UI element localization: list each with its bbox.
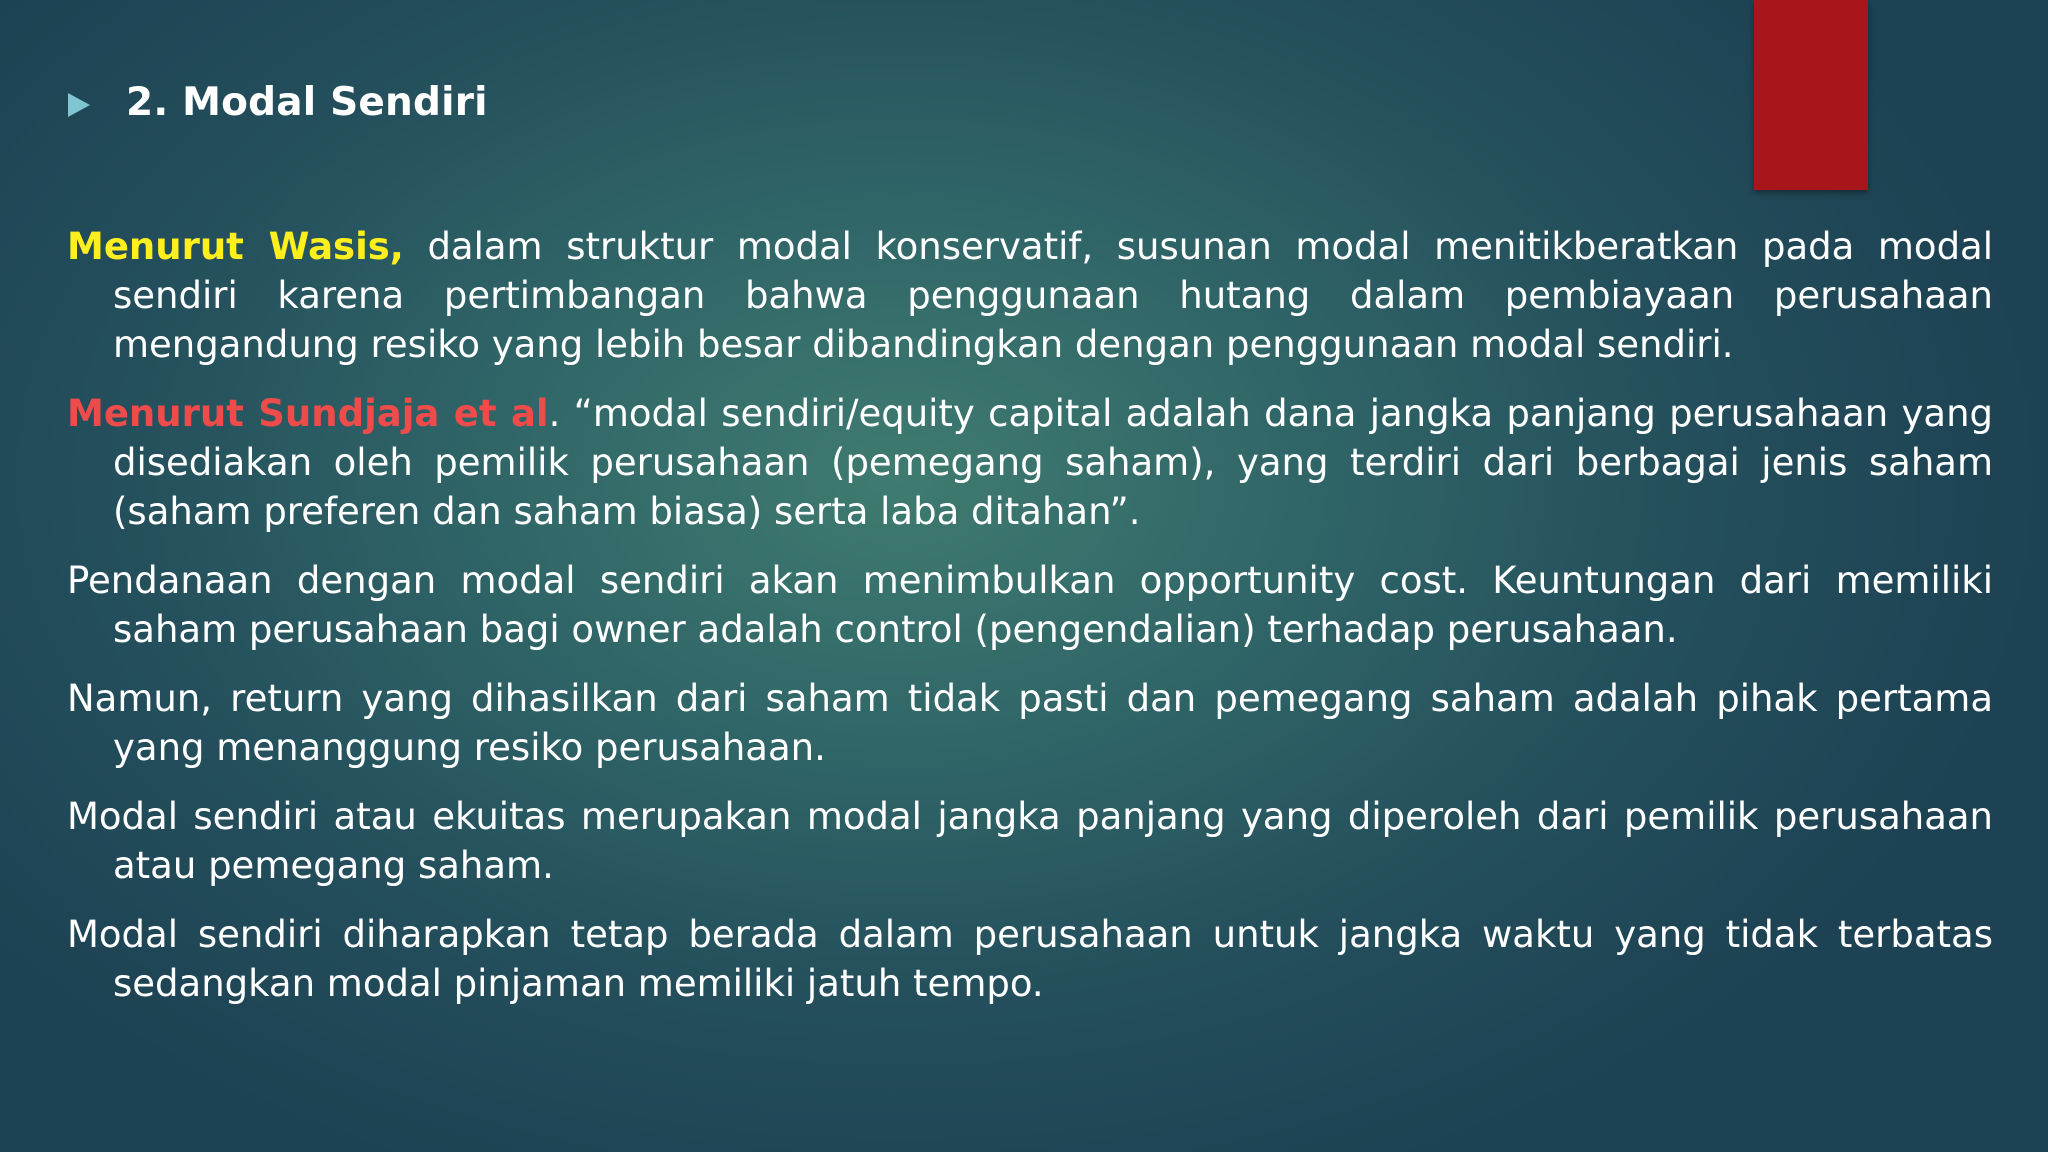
paragraph-text: Pendanaan dengan modal sendiri akan menimbulkan opportunity cost. Keuntungan dari memiliki saham perusahaan bagi owner adalah control (pengendalian) terhadap perusahaan. (67, 559, 1993, 651)
paragraph-text: Modal sendiri atau ekuitas merupakan modal jangka panjang yang diperoleh dari pemilik perusahaan atau pemegang saham. (67, 795, 1993, 887)
paragraph-text: Modal sendiri diharapkan tetap berada dalam perusahaan untuk jangka waktu yang tidak terbatas sedangkan modal pinjaman memiliki jatuh tempo. (67, 913, 1993, 1005)
red-accent-bar (1754, 0, 1868, 190)
triangle-bullet-icon (68, 93, 90, 117)
paragraph-jatuh-tempo (67, 910, 1993, 1008)
paragraph-text: dalam struktur modal konservatif, susunan modal menitikberatkan pada modal sendiri karena pertimbangan bahwa penggunaan hutang dalam pembiayaan perusahaan mengandung resiko yang lebih besar dibandingkan dengan penggunaan modal sendiri. (113, 225, 1994, 366)
paragraph-ekuitas (67, 792, 1993, 890)
slide-heading (68, 80, 488, 125)
paragraph-text: Namun, return yang dihasilkan dari saham tidak pasti dan pemegang saham adalah pihak pertama yang menanggung resiko perusahaan. (67, 677, 1993, 769)
paragraph-text: . “modal sendiri/equity capital adalah dana jangka panjang perusahaan yang disediakan oleh pemilik perusahaan (pemegang saham), yang terdiri dari berbagai jenis saham (saham preferen dan saham biasa) serta laba ditahan”. (113, 392, 1994, 533)
slide-body (67, 222, 1993, 1028)
paragraph-return (67, 674, 1993, 772)
slide-title: 2. Modal Sendiri (126, 80, 488, 125)
paragraph-opportunity-cost (67, 556, 1993, 654)
highlight-sundjaja: Menurut Sundjaja et al (67, 392, 549, 435)
paragraph-sundjaja (67, 389, 1993, 536)
paragraph-wasis (67, 222, 1993, 369)
highlight-wasis: Menurut Wasis, (67, 225, 404, 268)
